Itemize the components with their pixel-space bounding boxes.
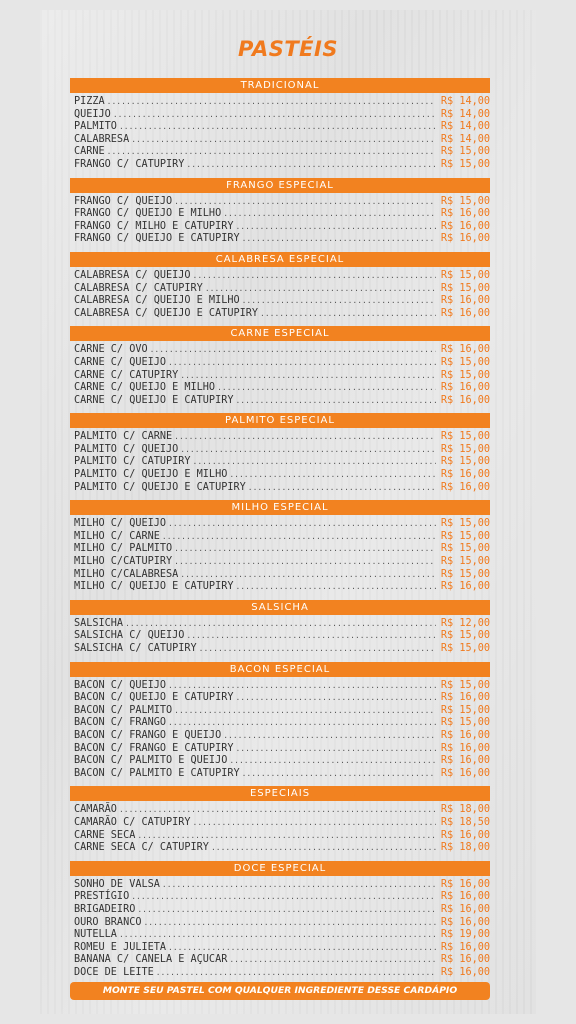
section-heading: CALABRESA ESPECIAL [70,252,490,267]
item-name: BACON C/ PALMITO [74,704,173,716]
menu-item [74,692,490,705]
item-price: R$ 16,00 [440,208,490,220]
menu-item [74,942,490,955]
dot-leader [119,929,436,942]
item-price: R$ 14,00 [440,96,490,107]
dot-leader [119,121,436,134]
menu-section [70,413,490,494]
section-heading: BACON ESPECIAL [70,662,490,677]
item-name: MILHO C/ QUEIJO E CATUPIRY [74,581,234,593]
dot-leader [235,221,436,234]
item-list [70,518,490,594]
dot-leader [174,705,436,718]
menu-item [74,221,490,234]
item-price: R$ 15,00 [440,456,490,468]
item-price: R$ 14,00 [440,133,490,145]
dot-leader [186,630,436,643]
item-name: CALABRESA C/ QUEIJO [74,269,191,281]
item-price: R$ 15,00 [440,369,490,381]
menu-item [74,531,490,544]
dot-leader [235,692,436,705]
item-name: SALSICHA C/ QUEIJO [74,630,185,642]
item-list [70,431,490,494]
dot-leader [193,270,436,283]
menu-item [74,954,490,967]
item-price: R$ 15,00 [440,543,490,555]
item-list [70,804,490,854]
item-name: CAMARÃO [74,804,117,816]
menu-card [40,10,536,1014]
menu-item [74,233,490,246]
item-name: SONHO DE VALSA [74,878,160,890]
item-price: R$ 15,00 [440,269,490,281]
item-price: R$ 16,00 [440,941,490,953]
dot-leader [186,159,436,172]
menu-item [74,518,490,531]
item-name: CARNE SECA C/ CATUPIRY [74,842,209,854]
dot-leader [168,680,436,693]
item-price: R$ 16,00 [440,916,490,928]
item-name: CARNE [74,146,105,158]
item-price: R$ 16,00 [440,829,490,841]
item-name: MILHO C/ PALMITO [74,543,173,555]
item-name: BACON C/ FRANGO E QUEIJO [74,729,222,741]
dot-leader [131,134,436,147]
dot-leader [143,917,436,930]
item-price: R$ 15,00 [440,282,490,294]
menu-title: PASTÉIS [238,37,338,61]
item-name: BACON C/ QUEIJO [74,679,167,691]
item-list [70,270,490,320]
dot-leader [223,208,436,221]
item-name: CARNE SECA [74,829,136,841]
item-name: SALSICHA C/ CATUPIRY [74,643,197,654]
section-heading: DOCE ESPECIAL [70,861,490,876]
menu-item [74,469,490,482]
dot-leader [235,743,436,756]
menu-item [74,146,490,159]
menu-item [74,109,490,122]
dot-leader [168,942,436,955]
item-price: R$ 15,00 [440,704,490,716]
menu-section [70,326,490,407]
dot-leader [180,370,436,383]
item-price: R$ 15,00 [440,158,490,170]
item-name: BACON C/ PALMITO E QUEIJO [74,755,228,767]
menu-section [70,78,490,172]
item-price: R$ 16,00 [440,581,490,593]
menu-item [74,344,490,357]
item-name: MILHO C/CATUPIRY [74,556,173,568]
item-price: R$ 16,00 [440,295,490,307]
section-heading: CARNE ESPECIAL [70,326,490,341]
item-price: R$ 15,00 [440,630,490,642]
dot-leader [107,96,436,109]
item-price: R$ 16,00 [440,692,490,704]
menu-item [74,431,490,444]
menu-item [74,295,490,308]
dot-leader [168,518,436,531]
dot-leader [193,456,436,469]
menu-item [74,705,490,718]
menu-item [74,891,490,904]
section-heading: ESPECIAIS [70,786,490,801]
dot-leader [235,581,436,594]
item-price: R$ 15,00 [440,518,490,530]
dot-leader [174,556,436,569]
item-name: ROMEU E JULIETA [74,941,167,953]
item-name: FRANGO C/ CATUPIRY [74,158,185,170]
dot-leader [174,431,436,444]
item-price: R$ 16,00 [440,220,490,232]
item-price: R$ 16,00 [440,767,490,779]
dot-leader [107,146,436,159]
item-price: R$ 15,00 [440,717,490,729]
item-price: R$ 16,00 [440,878,490,890]
item-price: R$ 16,00 [440,755,490,767]
menu-item [74,730,490,743]
item-name: CALABRESA C/ QUEIJO E MILHO [74,295,240,307]
menu-item [74,842,490,855]
item-price: R$ 15,00 [440,195,490,207]
dot-leader [223,730,436,743]
menu-item [74,717,490,730]
menu-item [74,134,490,147]
menu-item [74,382,490,395]
item-price: R$ 15,00 [440,556,490,568]
item-price: R$ 16,00 [440,742,490,754]
item-price: R$ 19,00 [440,929,490,941]
item-price: R$ 16,00 [440,903,490,915]
menu-sections [70,78,490,985]
section-heading: TRADICIONAL [70,78,490,93]
dot-leader [242,295,436,308]
dot-leader [125,618,436,631]
menu-item [74,768,490,781]
item-name: FRANGO C/ QUEIJO [74,195,173,207]
item-price: R$ 16,00 [440,891,490,903]
item-name: PRESTÍGIO [74,891,130,903]
dot-leader [113,109,436,122]
menu-item [74,817,490,830]
item-name: CARNE C/ OVO [74,344,148,356]
menu-section [70,252,490,320]
dot-leader [137,904,436,917]
item-list [70,196,490,246]
menu-item [74,643,490,656]
menu-item [74,121,490,134]
menu-item [74,395,490,408]
item-name: BANANA C/ CANELA E AÇUCAR [74,954,228,966]
item-list [70,344,490,407]
item-name: DOCE DE LEITE [74,966,154,978]
menu-item [74,917,490,930]
item-price: R$ 15,00 [440,431,490,443]
dot-leader [193,817,436,830]
menu-item [74,283,490,296]
menu-item [74,370,490,383]
item-name: PALMITO C/ CARNE [74,431,173,443]
dot-leader [235,395,436,408]
menu-item [74,543,490,556]
menu-section [70,600,490,656]
dot-leader [229,954,436,967]
item-name: CARNE C/ CATUPIRY [74,369,179,381]
item-price: R$ 15,00 [440,530,490,542]
menu-section [70,178,490,246]
item-name: CAMARÃO C/ CATUPIRY [74,816,191,828]
menu-item [74,444,490,457]
dot-leader [162,531,436,544]
item-name: MILHO C/ CARNE [74,530,160,542]
item-name: FRANGO C/ QUEIJO E CATUPIRY [74,233,240,245]
item-price: R$ 15,00 [440,568,490,580]
dot-leader [242,233,436,246]
item-list [70,96,490,172]
dot-leader [162,879,436,892]
dot-leader [137,830,436,843]
menu-item [74,879,490,892]
dot-leader [217,382,436,395]
item-name: BRIGADEIRO [74,903,136,915]
item-name: CALABRESA C/ QUEIJO E CATUPIRY [74,307,259,319]
item-name: BACON C/ QUEIJO E CATUPIRY [74,692,234,704]
dot-leader [168,357,436,370]
menu-item [74,482,490,495]
menu-item [74,456,490,469]
item-price: R$ 16,00 [440,481,490,493]
section-heading: MILHO ESPECIAL [70,500,490,515]
item-list [70,879,490,980]
menu-item [74,967,490,980]
dot-leader [180,444,436,457]
item-name: QUEIJO [74,108,111,120]
item-name: PIZZA [74,96,105,107]
item-price: R$ 16,00 [440,344,490,356]
section-heading: SALSICHA [70,600,490,615]
dot-leader [119,804,436,817]
item-price: R$ 16,00 [440,394,490,406]
item-name: MILHO C/ QUEIJO [74,518,167,530]
dot-leader [248,482,436,495]
section-heading: FRANGO ESPECIAL [70,178,490,193]
item-price: R$ 16,00 [440,233,490,245]
dot-leader [205,283,436,296]
item-name: CALABRESA C/ CATUPIRY [74,282,203,294]
item-list [70,618,490,656]
item-price: R$ 16,00 [440,966,490,978]
menu-item [74,357,490,370]
footer-banner: MONTE SEU PASTEL COM QUALQUER INGREDIENTE DESSE CARDÁPIO [70,982,490,1000]
menu-item [74,904,490,917]
item-list [70,680,490,781]
dot-leader [229,469,436,482]
dot-leader [211,842,436,855]
dot-leader [174,196,436,209]
dot-leader [199,643,436,656]
menu-item [74,630,490,643]
item-name: CARNE C/ QUEIJO [74,356,167,368]
menu-item [74,569,490,582]
item-price: R$ 16,00 [440,307,490,319]
dot-leader [260,308,436,321]
menu-item [74,96,490,109]
menu-item [74,196,490,209]
item-price: R$ 16,00 [440,954,490,966]
item-name: OURO BRANCO [74,916,142,928]
item-name: NUTELLA [74,929,117,941]
item-name: FRANGO C/ QUEIJO E MILHO [74,208,222,220]
menu-item [74,159,490,172]
item-price: R$ 14,00 [440,121,490,133]
item-price: R$ 18,50 [440,816,490,828]
item-price: R$ 18,00 [440,842,490,854]
item-price: R$ 15,00 [440,643,490,654]
menu-item [74,581,490,594]
dot-leader [229,755,436,768]
dot-leader [180,569,436,582]
item-name: CALABRESA [74,133,130,145]
menu-item [74,929,490,942]
dot-leader [150,344,436,357]
menu-item [74,618,490,631]
menu-item [74,743,490,756]
menu-item [74,270,490,283]
item-name: MILHO C/CALABRESA [74,568,179,580]
item-name: PALMITO C/ QUEIJO E CATUPIRY [74,481,246,493]
menu-section [70,662,490,781]
menu-item [74,804,490,817]
dot-leader [168,717,436,730]
menu-section [70,786,490,854]
item-price: R$ 15,00 [440,146,490,158]
dot-leader [174,543,436,556]
menu-item [74,208,490,221]
item-name: BACON C/ FRANGO [74,717,167,729]
item-price: R$ 15,00 [440,679,490,691]
item-name: BACON C/ FRANGO E CATUPIRY [74,742,234,754]
item-name: CARNE C/ QUEIJO E MILHO [74,382,216,394]
item-name: SALSICHA [74,617,124,629]
item-price: R$ 16,00 [440,469,490,481]
item-price: R$ 14,00 [440,108,490,120]
menu-section [70,861,490,980]
item-price: R$ 15,00 [440,356,490,368]
menu-item [74,556,490,569]
menu-item [74,308,490,321]
item-price: R$ 16,00 [440,382,490,394]
item-name: PALMITO C/ QUEIJO [74,443,179,455]
section-heading: PALMITO ESPECIAL [70,413,490,428]
item-price: R$ 18,00 [440,804,490,816]
item-name: PALMITO C/ CATUPIRY [74,456,191,468]
item-name: BACON C/ PALMITO E CATUPIRY [74,767,240,779]
item-name: PALMITO C/ QUEIJO E MILHO [74,469,228,481]
dot-leader [156,967,436,980]
item-name: PALMITO [74,121,117,133]
menu-item [74,680,490,693]
dot-leader [131,891,436,904]
menu-item [74,830,490,843]
menu-item [74,755,490,768]
dot-leader [242,768,436,781]
menu-section [70,500,490,594]
item-price: R$ 15,00 [440,443,490,455]
item-price: R$ 12,00 [440,617,490,629]
item-price: R$ 16,00 [440,729,490,741]
item-name: CARNE C/ QUEIJO E CATUPIRY [74,394,234,406]
item-name: FRANGO C/ MILHO E CATUPIRY [74,220,234,232]
